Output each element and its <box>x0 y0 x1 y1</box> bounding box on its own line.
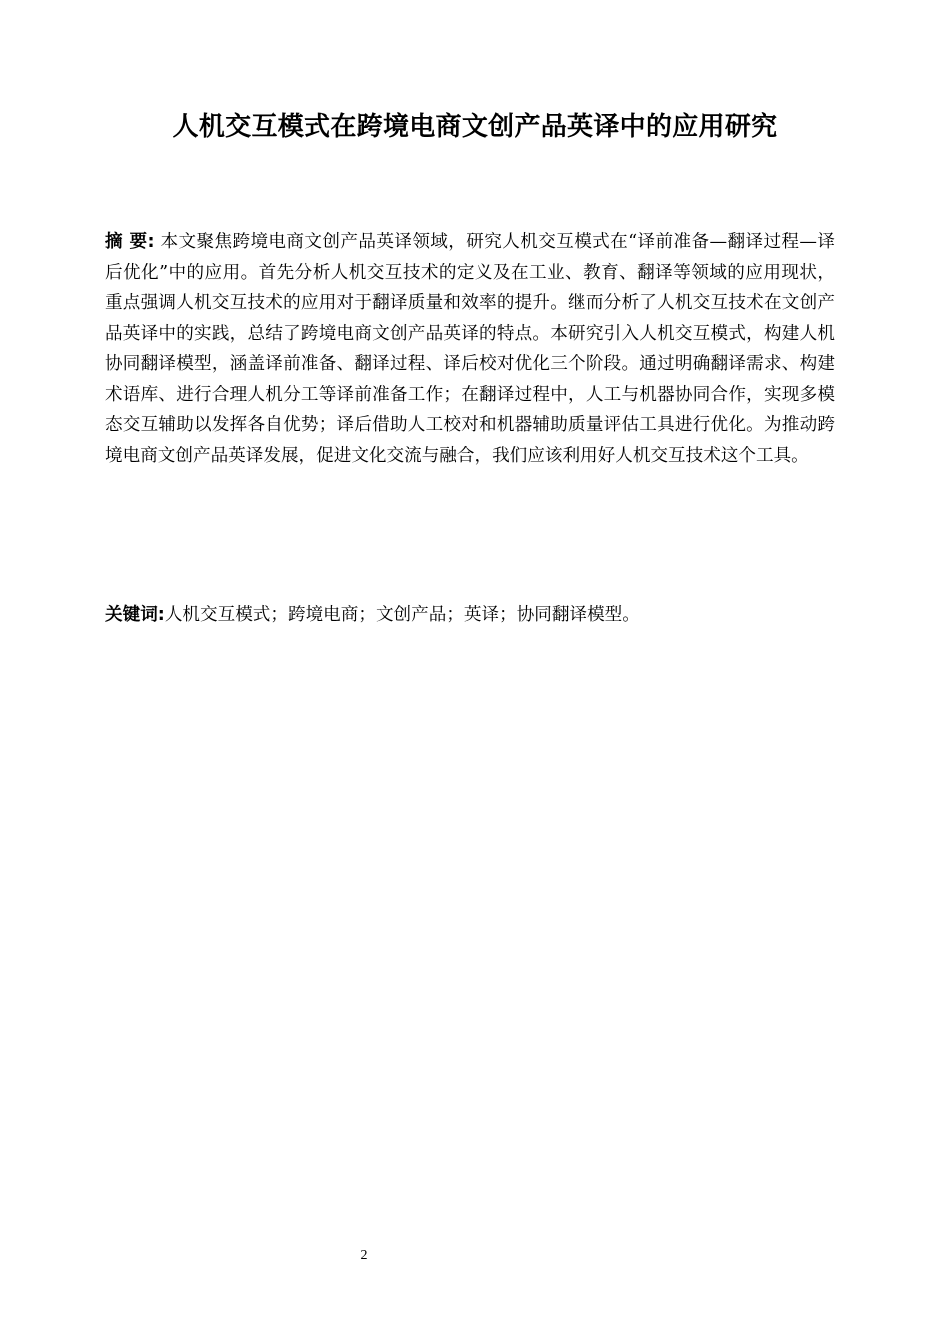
keywords-paragraph <box>105 600 835 630</box>
abstract-label: 摘 要: <box>105 232 155 252</box>
document-title: 人机交互模式在跨境电商文创产品英译中的应用研究 <box>172 112 778 142</box>
keywords-label: 关键词: <box>105 605 165 625</box>
page-number: 2 <box>360 1248 368 1263</box>
keywords-text: 人机交互模式；跨境电商；文创产品；英译；协同翻译模型。 <box>164 605 640 625</box>
abstract-paragraph <box>105 227 835 471</box>
abstract-text: 本文聚焦跨境电商文创产品英译领域，研究人机交互模式在“译前准备—翻译过程—译后优化”中的应用。首先分析人机交互技术的定义及在工业、教育、翻译等领域的应用现状，重点强调人机交互技术的应用对于翻译质量和效率的提升。继而分析了人机交互技术在文创产品英译中的实践，总结了跨境电商文创产品英译的特点。本研究引入人机交互模式，构建人机协同翻译模型，涵盖译前准备、翻译过程、译后校对优化三个阶段。通过明确翻译需求、构建术语库、进行合理人机分工等译前准备工作；在翻译过程中，人工与机器协同合作，实现多模态交互辅助以发挥各自优势；译后借助人工校对和机器辅助质量评估工具进行优化。为推动跨境电商文创产品英译发展，促进文化交流与融合，我们应该利用好人机交互技术这个工具。 <box>105 232 835 466</box>
